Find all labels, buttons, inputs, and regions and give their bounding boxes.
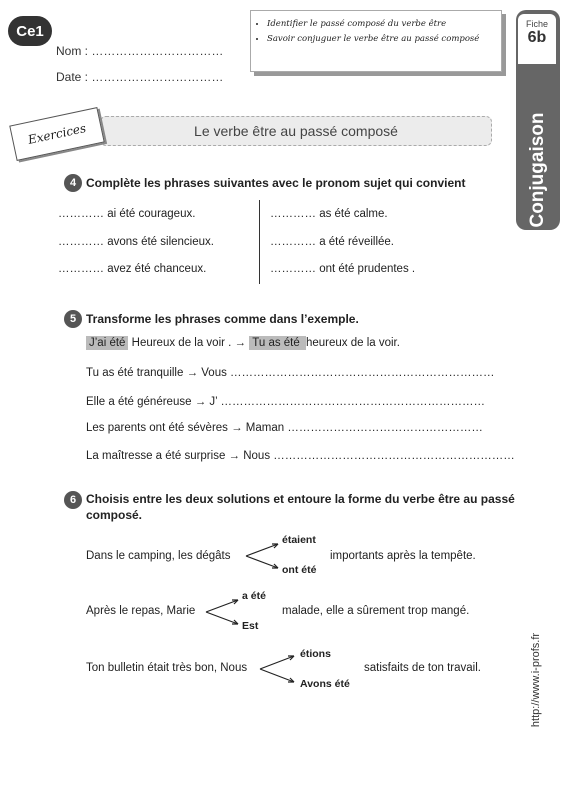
fiche-number: 6b bbox=[527, 29, 547, 46]
branch-arrow-icon bbox=[244, 540, 280, 572]
option-choice[interactable]: Avons été bbox=[300, 678, 350, 690]
exercise-6-instruction-cont: composé. bbox=[86, 508, 143, 522]
example-sentence bbox=[86, 337, 400, 349]
option-choice[interactable]: ont été bbox=[282, 564, 317, 576]
branch-arrow-icon bbox=[204, 596, 240, 628]
ex6-sentence-end: importants après la tempête. bbox=[330, 550, 476, 562]
example-highlight: Tu as été bbox=[249, 336, 306, 350]
date-field[interactable]: Date : …………………………… bbox=[56, 70, 224, 84]
ex6-sentence-end: satisfaits de ton travail. bbox=[364, 662, 481, 674]
ex4-sentence: ………… avons été silencieux. bbox=[58, 236, 214, 248]
fiche-label: Fiche bbox=[525, 19, 548, 29]
exercise-number-5: 5 bbox=[64, 310, 82, 328]
option-choice[interactable]: étions bbox=[300, 648, 331, 660]
branch-arrow-icon bbox=[258, 652, 296, 686]
ex6-sentence-start: Après le repas, Marie bbox=[86, 605, 196, 617]
exercise-4-instruction: Complète les phrases suivantes avec le pronom sujet qui convient bbox=[86, 176, 466, 190]
ex6-sentence-start: Dans le camping, les dégâts bbox=[86, 550, 231, 562]
example-highlight: J’ai été bbox=[86, 336, 128, 350]
objectives-box bbox=[250, 10, 502, 72]
objective-item: • Identifier le passé composé du verbe être bbox=[267, 17, 495, 32]
ex6-sentence-end: malade, elle a sûrement trop mangé. bbox=[282, 605, 470, 617]
ex4-sentence: ………… ai été courageux. bbox=[58, 208, 196, 220]
level-badge: Ce1 bbox=[8, 16, 52, 46]
exercise-number-6: 6 bbox=[64, 491, 82, 509]
ex4-sentence: ………… as été calme. bbox=[270, 208, 388, 220]
exercises-stamp: Exercices bbox=[9, 107, 105, 161]
objective-item: • Savoir conjuguer le verbe être au passé composé bbox=[267, 32, 495, 47]
example-text: heureux de la voir. bbox=[305, 337, 400, 349]
subject-label: Conjugaison bbox=[527, 112, 548, 228]
ex4-sentence: ………… a été réveillée. bbox=[270, 236, 394, 248]
ex5-line: Tu as été tranquille → Vous …………………………………………………………… bbox=[86, 367, 495, 379]
column-divider bbox=[259, 200, 261, 284]
name-field[interactable]: Nom : …………………………… bbox=[56, 44, 224, 58]
ex5-line: Les parents ont été sévères → Maman …………………………………………… bbox=[86, 422, 483, 434]
option-choice[interactable]: a été bbox=[242, 590, 266, 602]
option-choice[interactable]: étaient bbox=[282, 534, 316, 546]
ex6-sentence-start: Ton bulletin était très bon, Nous bbox=[86, 662, 248, 674]
ex5-line: Elle a été généreuse → J’ …………………………………………………………… bbox=[86, 396, 485, 408]
option-choice[interactable]: Est bbox=[242, 620, 259, 632]
example-text: Heureux de la voir . → bbox=[128, 337, 250, 349]
ex5-line: La maîtresse a été surprise → Nous ……………………………………………………… bbox=[86, 450, 515, 462]
ex4-sentence: ………… avez été chanceux. bbox=[58, 263, 207, 275]
exercise-5-instruction: Transforme les phrases comme dans l’exemple. bbox=[86, 312, 359, 326]
page-title: Le verbe être au passé composé bbox=[100, 116, 492, 146]
exercise-number-4: 4 bbox=[64, 174, 82, 192]
ex4-sentence: ………… ont été prudentes . bbox=[270, 263, 416, 275]
exercise-6-instruction: Choisis entre les deux solutions et entoure la forme du verbe être au passé bbox=[86, 492, 515, 506]
fiche-label-box bbox=[518, 14, 556, 64]
site-url[interactable]: http://www.i-profs.fr bbox=[530, 632, 542, 728]
